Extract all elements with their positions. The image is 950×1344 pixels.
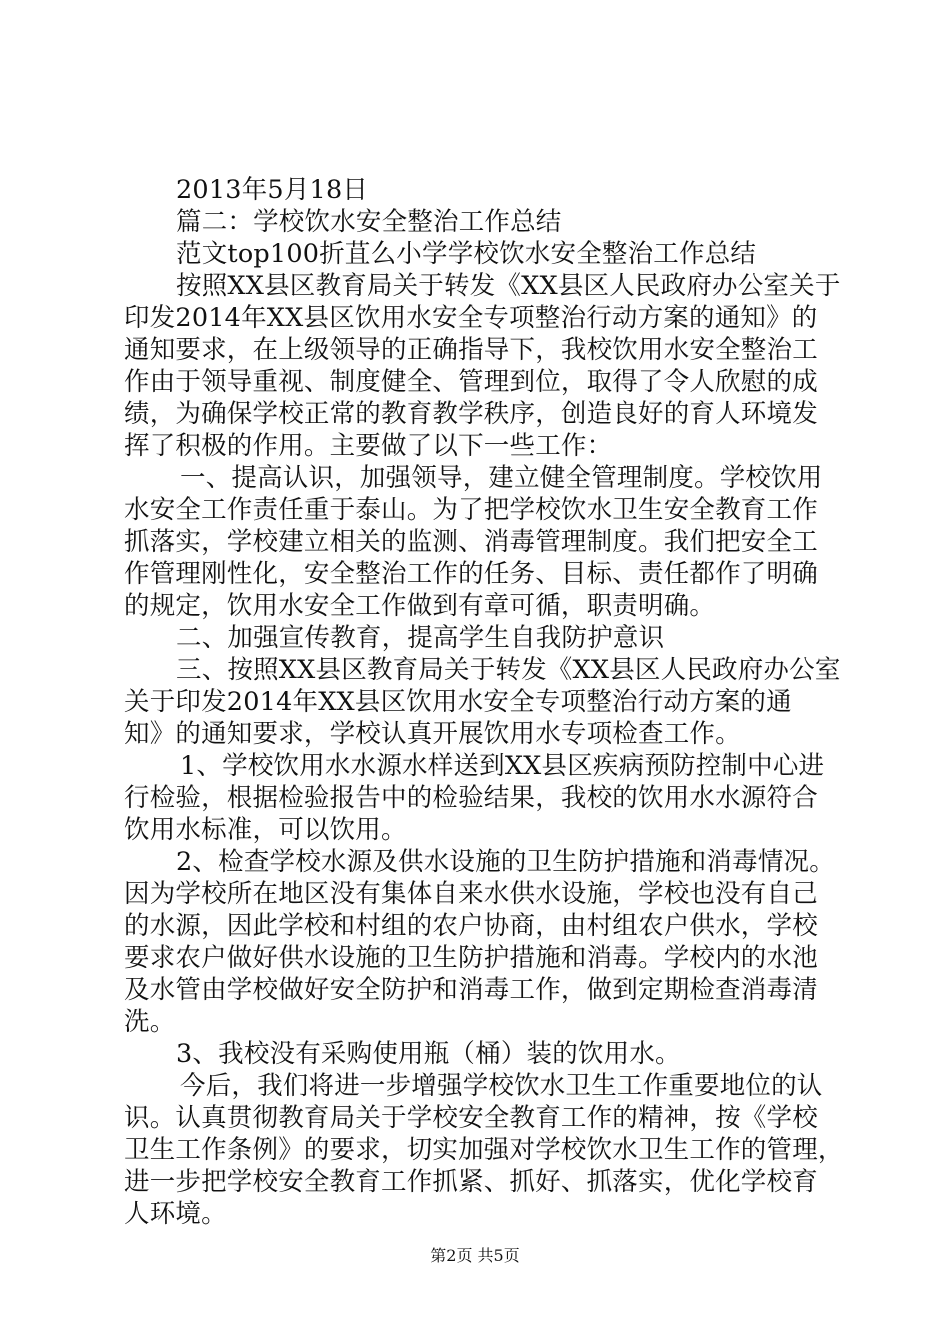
document-title: 范文top100折苴么小学学校饮水安全整治工作总结 bbox=[176, 239, 757, 269]
paragraph-line: 洗。 bbox=[124, 1007, 176, 1037]
paragraph-line: 的规定，饮用水安全工作做到有章可循，职责明确。 bbox=[124, 591, 716, 621]
page-number-footer: 第2页 共5页 bbox=[430, 1246, 520, 1265]
paragraph-line: 按照XX县区教育局关于转发《XX县区人民政府办公室关于 bbox=[176, 271, 841, 301]
paragraph-line: 二、加强宣传教育，提高学生自我防护意识 bbox=[176, 623, 665, 653]
paragraph-line: 知》的通知要求，学校认真开展饮用水专项检查工作。 bbox=[124, 719, 741, 749]
paragraph-line: 行检验，根据检验报告中的检验结果，我校的饮用水水源符合 bbox=[124, 783, 818, 813]
paragraph-line: 及水管由学校做好安全防护和消毒工作，做到定期检查消毒清 bbox=[124, 975, 818, 1005]
paragraph-line: 饮用水标准，可以饮用。 bbox=[124, 815, 407, 845]
paragraph-line: 人环境。 bbox=[124, 1199, 227, 1229]
paragraph-line: 进一步把学校安全教育工作抓紧、抓好、抓落实，优化学校育 bbox=[124, 1167, 818, 1197]
date-line: 2013年5月18日 bbox=[176, 175, 369, 205]
paragraph-line: 关于印发2014年XX县区饮用水安全专项整治行动方案的通 bbox=[124, 687, 792, 717]
paragraph-line: 的水源，因此学校和村组的农户协商，由村组农户供水，学校 bbox=[124, 911, 818, 941]
paragraph-line: 今后，我们将进一步增强学校饮水卫生工作重要地位的认 bbox=[180, 1071, 823, 1101]
paragraph-line: 卫生工作条例》的要求，切实加强对学校饮水卫生工作的管理， bbox=[124, 1135, 844, 1165]
paragraph-line: 因为学校所在地区没有集体自来水供水设施，学校也没有自己 bbox=[124, 879, 818, 909]
paragraph-line: 通知要求，在上级领导的正确指导下，我校饮用水安全整治工 bbox=[124, 335, 818, 365]
section-heading: 篇二：学校饮水安全整治工作总结 bbox=[176, 207, 562, 237]
paragraph-line: 1、学校饮用水水源水样送到XX县区疾病预防控制中心进 bbox=[180, 751, 825, 781]
paragraph-line: 抓落实，学校建立相关的监测、消毒管理制度。我们把安全工 bbox=[124, 527, 818, 557]
paragraph-line: 3、我校没有采购使用瓶（桶）装的饮用水。 bbox=[176, 1039, 681, 1069]
paragraph-line: 要求农户做好供水设施的卫生防护措施和消毒。学校内的水池 bbox=[124, 943, 818, 973]
paragraph-line: 挥了积极的作用。主要做了以下一些工作： bbox=[124, 431, 613, 461]
paragraph-line: 作管理刚性化，安全整治工作的任务、目标、责任都作了明确 bbox=[124, 559, 818, 589]
paragraph-line: 水安全工作责任重于泰山。为了把学校饮水卫生安全教育工作 bbox=[124, 495, 818, 525]
paragraph-line: 一、提高认识，加强领导，建立健全管理制度。学校饮用 bbox=[180, 463, 823, 493]
paragraph-line: 作由于领导重视、制度健全、管理到位，取得了令人欣慰的成 bbox=[124, 367, 818, 397]
paragraph-line: 2、检查学校水源及供水设施的卫生防护措施和消毒情况。 bbox=[176, 847, 835, 877]
paragraph-line: 识。认真贯彻教育局关于学校安全教育工作的精神，按《学校 bbox=[124, 1103, 818, 1133]
paragraph-line: 三、按照XX县区教育局关于转发《XX县区人民政府办公室 bbox=[176, 655, 841, 685]
paragraph-line: 绩，为确保学校正常的教育教学秩序，创造良好的育人环境发 bbox=[124, 399, 818, 429]
paragraph-line: 印发2014年XX县区饮用水安全专项整治行动方案的通知》的 bbox=[124, 303, 818, 333]
